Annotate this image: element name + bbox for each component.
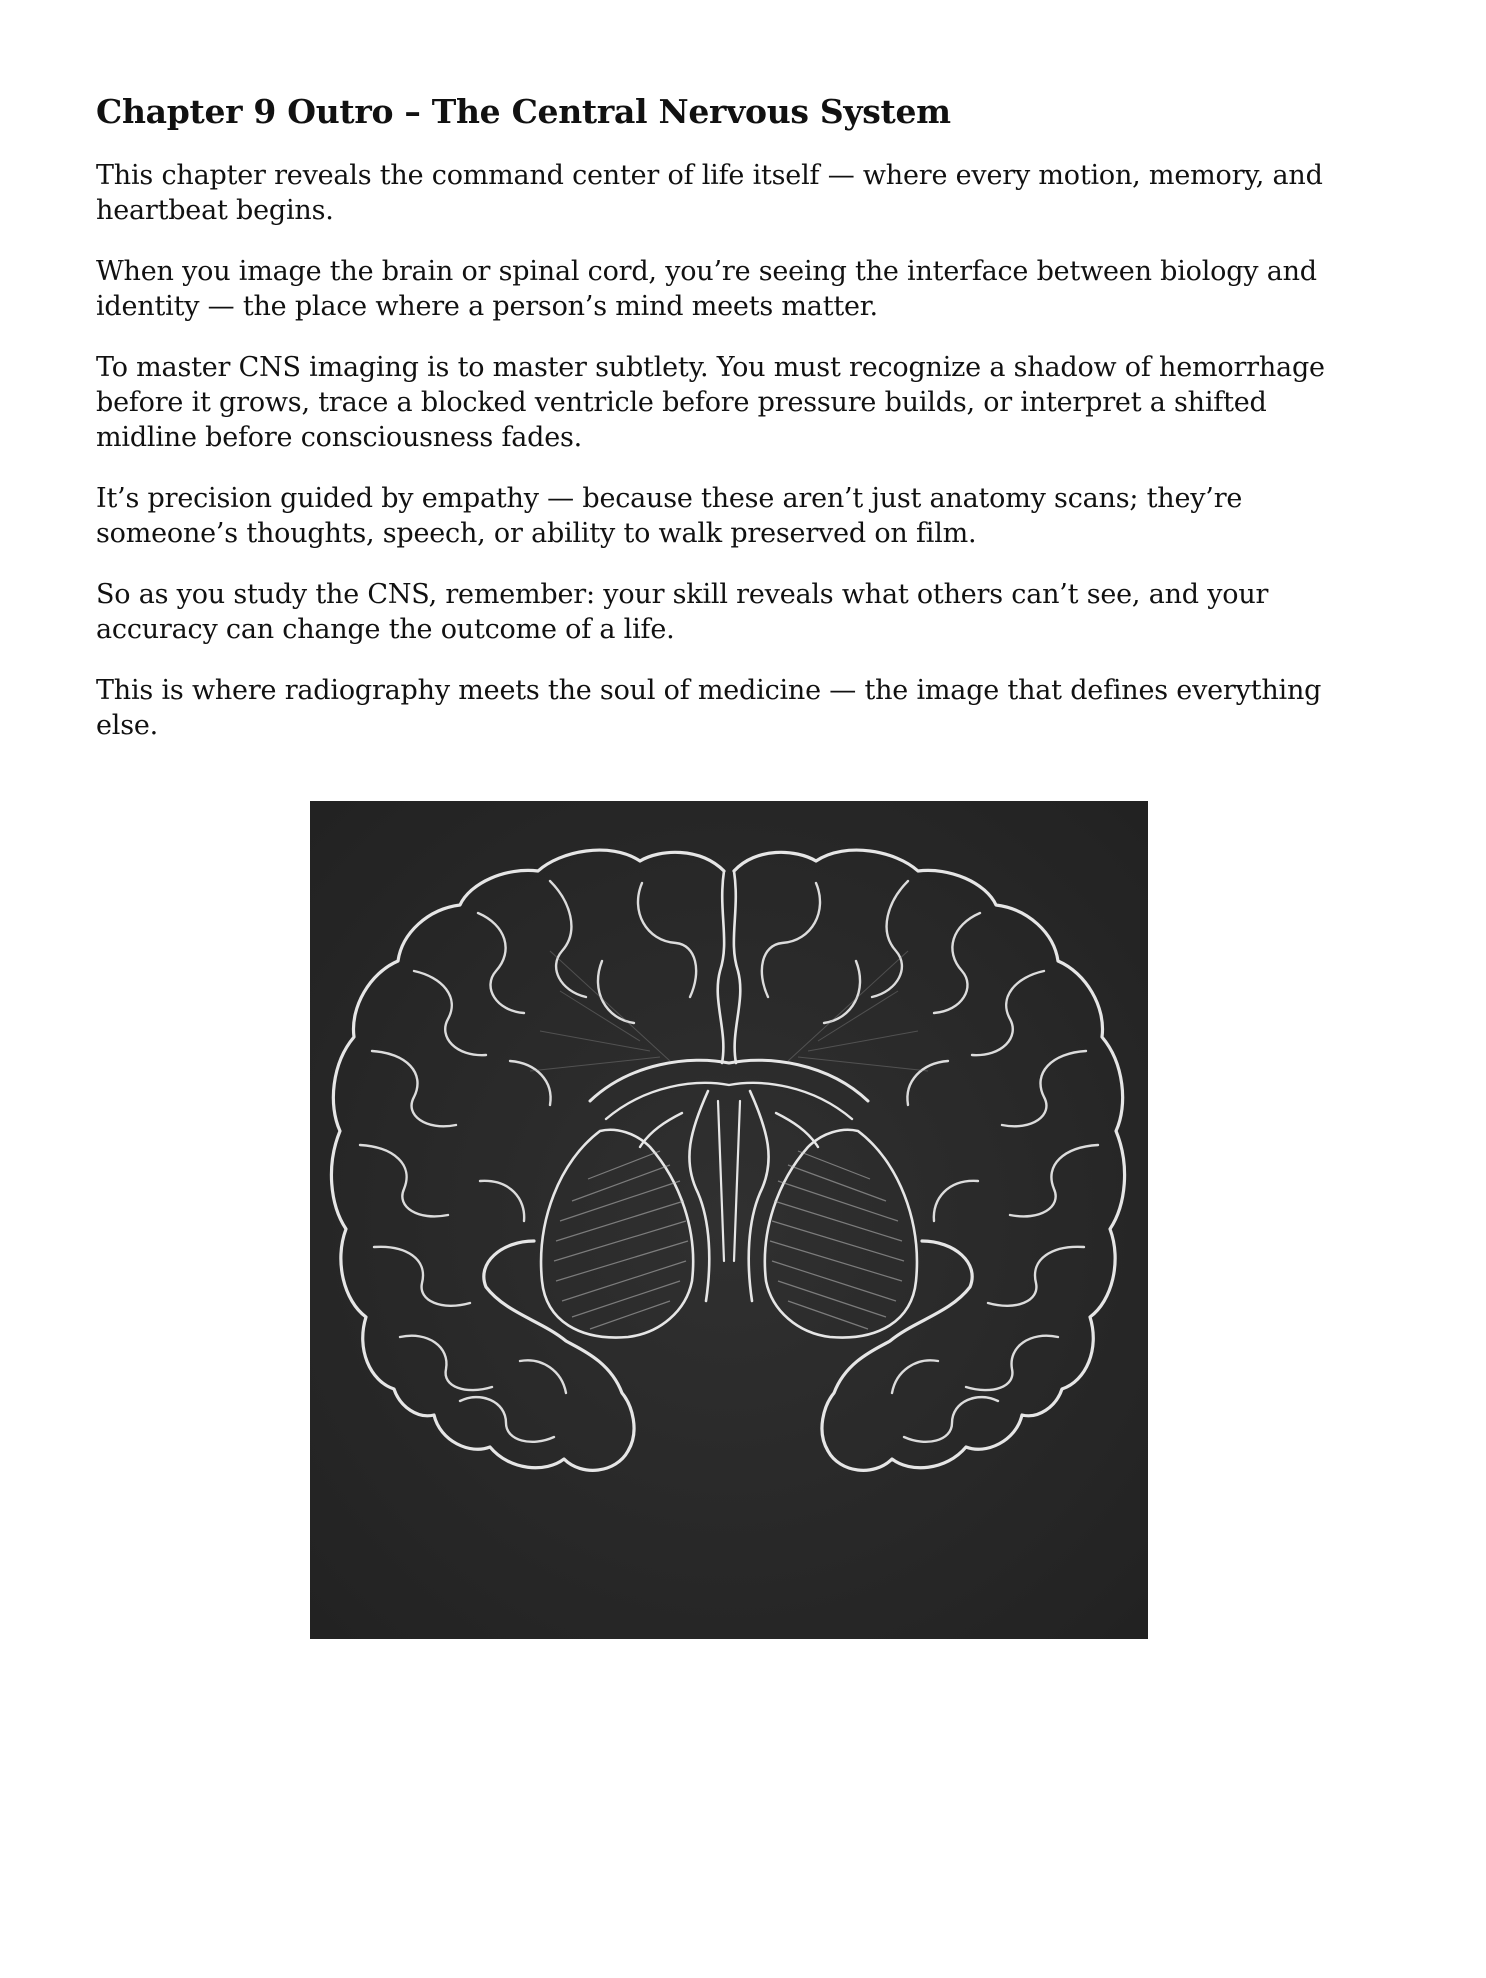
paragraph: To master CNS imaging is to master subtlety. You must recognize a shadow of hemorrhage before it grows, trace a blocked ventricle before pressure builds, or interpret a shifted midline before consciousness fades.	[96, 352, 1325, 453]
page-title: Chapter 9 Outro – The Central Nervous System	[96, 92, 951, 131]
paragraph: When you image the brain or spinal cord, you’re seeing the interface between biology and identity — the place where a person’s mind meets matter.	[96, 256, 1317, 322]
paragraph: This chapter reveals the command center of life itself — where every motion, memory, and heartbeat begins.	[96, 160, 1323, 226]
brain-coronal-section-drawing	[310, 801, 1148, 1639]
paragraph: This is where radiography meets the soul of medicine — the image that defines everything else.	[96, 675, 1322, 741]
paragraph: It’s precision guided by empathy — because these aren’t just anatomy scans; they’re someone’s thoughts, speech, or ability to walk preserved on film.	[96, 483, 1243, 549]
chalkboard-background	[310, 801, 1148, 1639]
document-body	[96, 92, 1396, 769]
paragraph: So as you study the CNS, remember: your skill reveals what others can’t see, and your accuracy can change the outcome of a life.	[96, 579, 1269, 645]
brain-chalk-illustration	[310, 801, 1148, 1639]
